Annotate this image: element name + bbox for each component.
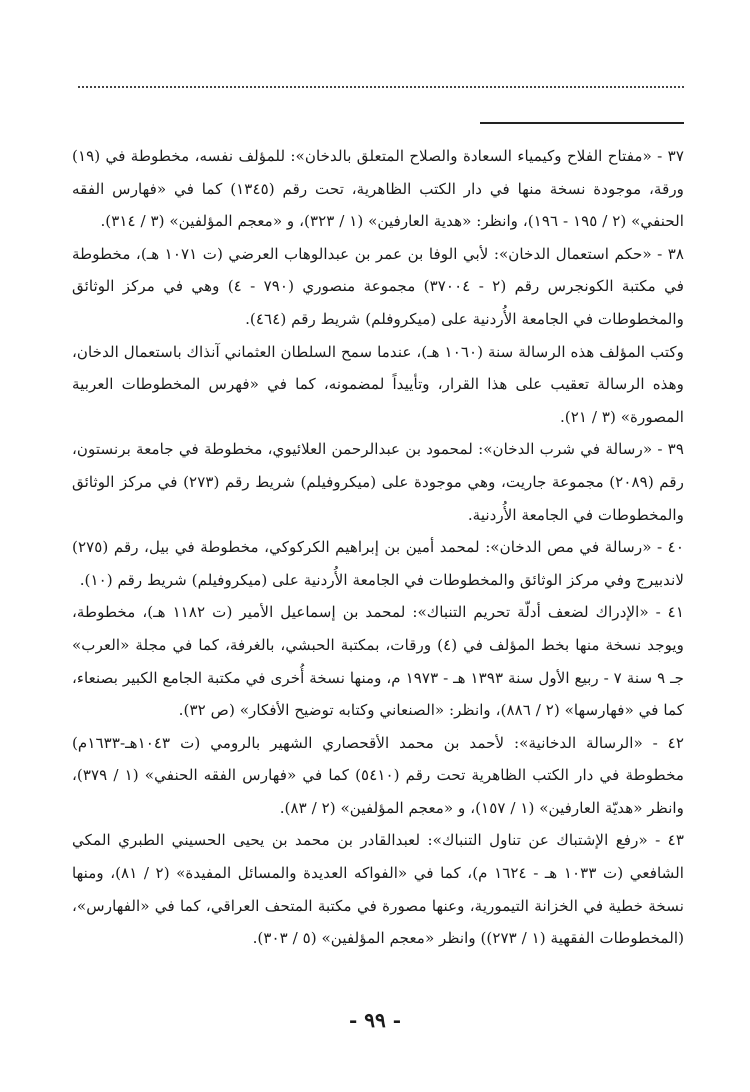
entry-39: ٣٩ - «رسالة في شرب الدخان»: لمحمود بن عبدالرحمن العلائيوي، مخطوطة في جامعة برنستون، رقم (٢٠٨٩) مجموعة جاريت، وهي موجودة على (ميكروفيلم) شريط رقم (٢٧٣) في مركز الوثائق والمخطوطات في الجامعة الأُردنية. [72,440,684,524]
entry-43: ٤٣ - «رفع الإشتباك عن تناول التنباك»: لعبدالقادر بن محمد بن يحيى الحسيني الطبري المكي الشافعي (ت ١٠٣٣ هـ - ١٦٢٤ م)، كما في «الفواكه العديدة والمسائل المفيدة» (٢ / ٨١)، ومنها نسخة خطية في الخزانة التيمورية، وعنها مصورة في مكتبة المتحف العراقي، كما في «الفهارس»، (المخطوطات الفقهية (١ / ٢٧٣)) وانظر «معجم المؤلفين» (٥ / ٣٠٣). [72,831,685,948]
header-dotted-rule [78,86,684,88]
page-body [72,140,684,955]
entry-40: ٤٠ - «رسالة في مص الدخان»: لمحمد أمين بن إبراهيم الكركوكي، مخطوطة في بيل، رقم (٢٧٥) لاندبيرج وفي مركز الوثائق والمخطوطات في الجامعة الأُردنية على (ميكروفيلم) شريط رقم (١٠). [72,538,684,589]
entry-38-note: وكتب المؤلف هذه الرسالة سنة (١٠٦٠ هـ)، عندما سمح السلطان العثماني آنذاك باستعمال الدخان، وهذه الرسالة تعقيب على هذا القرار، وتأييداً لمضمونه، كما في «فهرس المخطوطات العربية المصورة» (٣ / ٢١). [72,342,685,426]
header-short-rule [480,122,684,124]
entry-41: ٤١ - «الإدراك لضعف أدلّة تحريم التنباك»: لمحمد بن إسماعيل الأمير (ت ١١٨٢ هـ)، مخطوطة، ويوجد نسخة منها بخط المؤلف في (٤) ورقات، بمكتبة الحبشي، بالغرفة، كما في مجلة «العرب» جـ ٩ سنة ٧ - ربيع الأول سنة ١٣٩٣ هـ - ١٩٧٣ م، ومنها نسخة أُخرى في مكتبة الجامع الكبير بصنعاء، كما في «فهارسها» (٢ / ٨٨٦)، وانظر: «الصنعاني وكتابه توضيح الأفكار» (ص ٣٢). [72,603,684,720]
entry-42: ٤٢ - «الرسالة الدخانية»: لأحمد بن محمد الأقحصاري الشهير بالرومي (ت ١٠٤٣هـ-١٦٣٣م) مخطوطة في دار الكتب الظاهرية تحت رقم (٥٤١٠) كما في «فهارس الفقه الحنفي» (١ / ٣٧٩)، وانظر «هديّة العارفين» (١ / ١٥٧)، و «معجم المؤلفين» (٢ / ٨٣). [72,733,685,817]
page-number: - ٩٩ - [348,1008,401,1032]
entry-38: ٣٨ - «حكم استعمال الدخان»: لأبي الوفا بن عمر بن عبدالوهاب العرضي (ت ١٠٧١ هـ)، مخطوطة في مكتبة الكونجرس رقم (٢ - ٣٧٠٠٤) مجموعة منصوري (٧٩٠ - ٤) وهي في مركز الوثائق والمخطوطات في الجامعة الأُردنية على (ميكروفلم) شريط رقم (٤٦٤). [72,244,685,328]
entry-37: ٣٧ - «مفتاح الفلاح وكيمياء السعادة والصلاح المتعلق بالدخان»: للمؤلف نفسه، مخطوطة في (١٩) ورقة، موجودة نسخة منها في دار الكتب الظاهرية، تحت رقم (١٣٤٥) كما في «فهارس الفقه الحنفي» (٢ / ١٩٥ - ١٩٦)، وانظر: «هدية العارفين» (١ / ٣٢٣)، و «معجم المؤلفين» (٣ / ٣١٤). [72,147,684,231]
